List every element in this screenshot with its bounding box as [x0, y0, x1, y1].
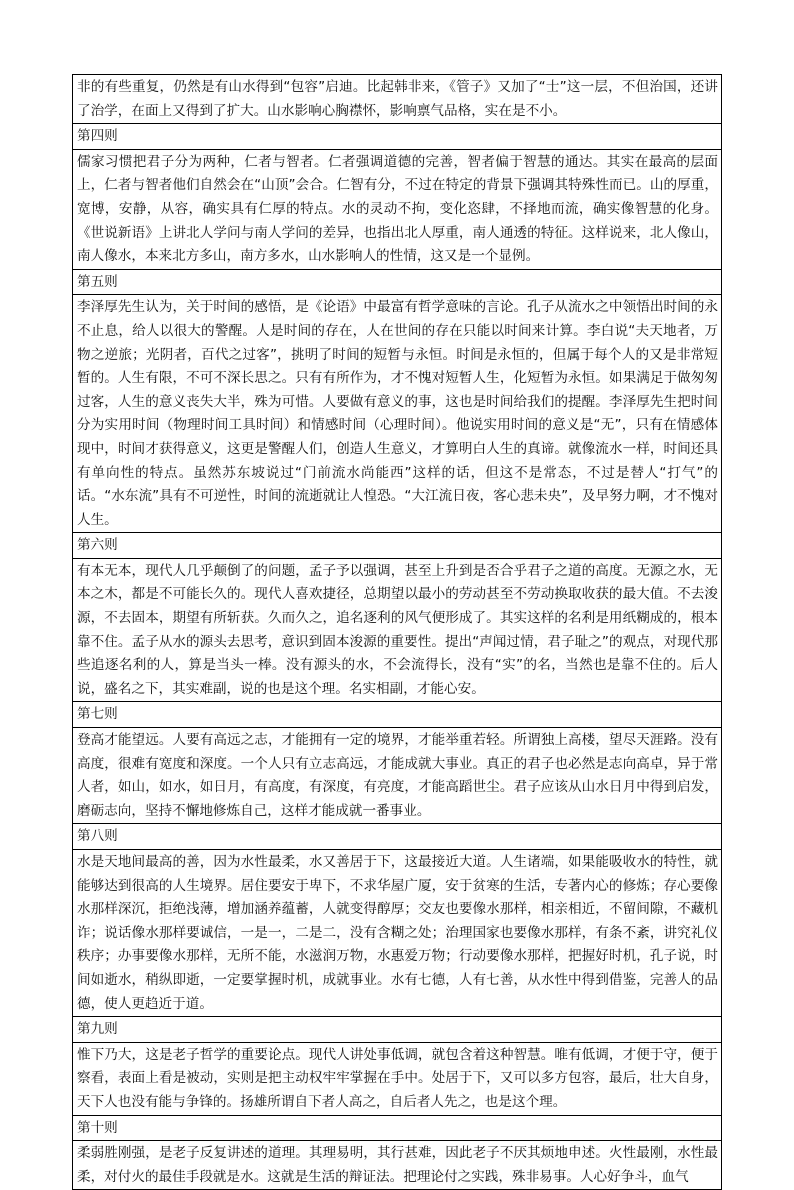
section-heading: 第七则 — [73, 702, 722, 728]
section-heading: 第八则 — [73, 824, 722, 850]
section-heading: 第六则 — [73, 533, 722, 559]
paragraph-text: 水是天地间最高的善，因为水性最柔，水又善居于下，这最接近大道。人生诸端，如果能吸收水的特性，就能够达到很高的人生境界。居住要安于卑下，不求华屋广厦，安于贫寒的生活，专著内心的修炼；存心要像水那样深沉，拒绝浅薄，增加涵养蕴蓄，人就变得醇厚；交友也要像水那样，相亲相近，不留间隙，不藏机诈；说话像水那样要诚信，一是一，二是二，没有含糊之处；治理国家也要像水那样，有条不紊，讲究礼仪秩序；办事要像水那样，无所不能，水滋润万物，水惠爱万物；行动要像水那样，把握好时机，孔子说，时间如逝水，稍纵即逝，一定要掌握时机，成就事业。水有七德，人有七善，从水性中得到借鉴，完善人的品德，使人更趋近于道。 — [73, 850, 722, 1017]
section-heading-row — [73, 1017, 722, 1043]
section-heading-row — [73, 702, 722, 728]
paragraph-text: 儒家习惯把君子分为两种，仁者与智者。仁者强调道德的完善，智者偏于智慧的通达。其实在最高的层面上，仁者与智者他们自然会在“山顶”会合。仁智有分，不过在特定的背景下强调其特殊性而已。山的厚重，宽博，安静，从容，确实具有仁厚的特点。水的灵动不拘，变化恣肆，不择地而流，确实像智慧的化身。《世说新语》上讲北人学问与南人学问的差异，也指出北人厚重，南人通透的特征。这样说来，北人像山，南人像水，本来北方多山，南方多水，山水影响人的性情，这又是一个显例。 — [73, 149, 722, 269]
document-page — [72, 74, 722, 1190]
paragraph-text: 有本无本，现代人几乎颠倒了的问题，孟子予以强调，甚至上升到是否合乎君子之道的高度。无源之水，无本之木，都是不可能长久的。现代人喜欢捷径，总期望以最小的劳动甚至不劳动换取收获的最大值。不去浚源，不去固本，期望有所斩获。久而久之，追名逐利的风气便形成了。其实这样的名利是用纸糊成的，根本靠不住。孟子从水的源头去思考，意识到固本浚源的重要性。提出“声闻过情，君子耻之”的观点，对现代那些追逐名利的人，算是当头一棒。没有源头的水，不会流得长，没有“实”的名，当然也是靠不住的。后人说，盛名之下，其实难副，说的也是这个理。名实相副，才能心安。 — [73, 558, 722, 702]
paragraph-text: 柔弱胜刚强，是老子反复讲述的道理。其理易明，其行甚难，因此老子不厌其烦地申述。火性最刚，水性最柔，对付火的最佳手段就是水。这就是生活的辩证法。把理论付之实践，殊非易事。人心好争斗，血气 — [73, 1141, 722, 1190]
paragraph-text: 非的有些重复，仍然是有山水得到“包容”启迪。比起韩非来，《管子》又加了“士”这一层，不但治国，还讲了治学，在面上又得到了扩大。山水影响心胸襟怀，影响禀气品格，实在是不小。 — [73, 75, 722, 124]
section-heading-row — [73, 1115, 722, 1141]
paragraph-row — [73, 1042, 722, 1115]
paragraph-text: 李泽厚先生认为，关于时间的感悟，是《论语》中最富有哲学意味的言论。孔子从流水之中领悟出时间的永不止息，给人以很大的警醒。人是时间的存在，人在世间的存在只能以时间来计算。李白说“夫天地者，万物之逆旅；光阴者，百代之过客”，挑明了时间的短暂与永恒。时间是永恒的，但属于每个人的又是非常短暂的。人生有限，不可不深长思之。只有有所作为，才不愧对短暂人生，化短暂为永恒。如果满足于做匆匆过客，人生的意义丧失大半，殊为可惜。人要做有意义的事，这也是时间给我们的提醒。李泽厚先生把时间分为实用时间（物理时间工具时间）和情感时间（心理时间）。他说实用时间的意义是“无”，只有在情感体现中，时间才获得意义，这更是警醒人们，创造人生意义，才算明白人生的真谛。就像流水一样，时间还具有单向性的特点。虽然苏东坡说过“门前流水尚能西”这样的话，但这不是常态，不过是替人“打气”的话。“水东流”具有不可逆性，时间的流逝就让人惶恐。“大江流日夜，客心悲未央”，及早努力啊，才不愧对人生。 — [73, 295, 722, 533]
paragraph-row — [73, 149, 722, 269]
paragraph-row — [73, 850, 722, 1017]
section-heading-row — [73, 269, 722, 295]
section-heading-row — [73, 124, 722, 150]
paragraph-row — [73, 1141, 722, 1190]
section-heading: 第五则 — [73, 269, 722, 295]
section-heading: 第九则 — [73, 1017, 722, 1043]
paragraph-row — [73, 728, 722, 824]
section-heading: 第十则 — [73, 1115, 722, 1141]
paragraph-row — [73, 558, 722, 702]
paragraph-text: 惟下乃大，这是老子哲学的重要论点。现代人讲处事低调，就包含着这种智慧。唯有低调，才便于守，便于察看，表面上看是被动，实则是把主动权牢牢掌握在手中。处居于下，又可以多方包容，最后，壮大自身，天下人也没有能与争锋的。扬雄所谓自下者人高之，自后者人先之，也是这个理。 — [73, 1042, 722, 1115]
section-heading: 第四则 — [73, 124, 722, 150]
paragraph-text: 登高才能望远。人要有高远之志，才能拥有一定的境界，才能举重若轻。所谓独上高楼，望尽天涯路。没有高度，很难有宽度和深度。一个人只有立志高远，才能成就大事业。真正的君子也必然是志向高卓，异于常人者，如山，如水，如日月，有高度，有深度，有亮度，才能高蹈世尘。君子应该从山水日月中得到启发，磨砺志向，坚持不懈地修炼自己，这样才能成就一番事业。 — [73, 728, 722, 824]
document-table — [72, 74, 722, 1190]
paragraph-row — [73, 295, 722, 533]
section-heading-row — [73, 824, 722, 850]
section-heading-row — [73, 533, 722, 559]
paragraph-row — [73, 75, 722, 124]
document-body — [73, 75, 722, 1190]
